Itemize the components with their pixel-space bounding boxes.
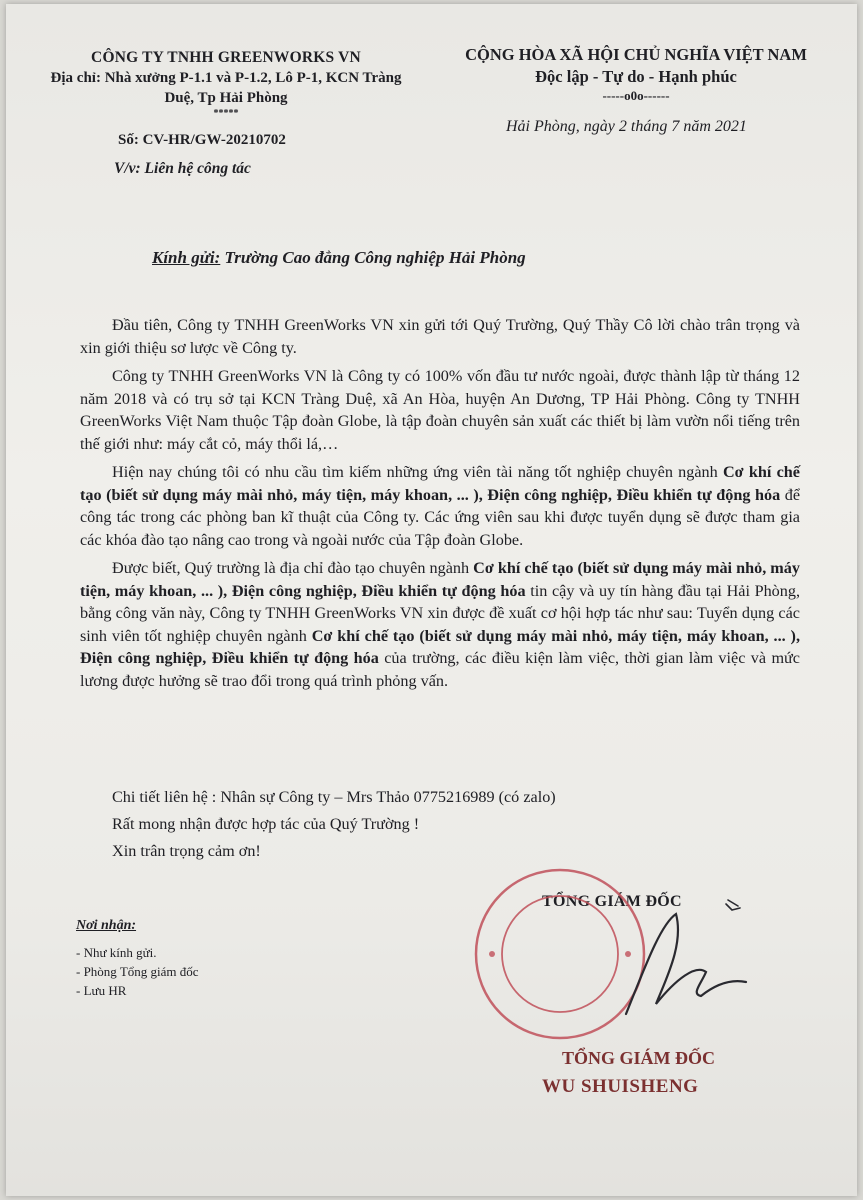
handwritten-signature [606, 884, 766, 1034]
salutation [152, 248, 526, 268]
p4-bold-fields-2: Cơ khí chế tạo (biết sử dụng máy mài nhỏ, máy tiện, máy khoan, ... ), Điện công nghiệp, Điều khiển tự động hóa [80, 626, 800, 667]
company-address-line1: Địa chỉ: Nhà xưởng P-1.1 và P-1.2, Lô P-1, KCN Tràng [50, 70, 402, 86]
recipients-title: Nơi nhận: [76, 918, 137, 933]
nation-title: CỘNG HÒA XÃ HỘI CHỦ NGHĨA VIỆT NAM [465, 45, 807, 64]
company-address-line2: Duệ, Tp Hải Phòng [164, 90, 288, 106]
letter-body [80, 314, 800, 698]
p4-text-e: của trường, các điều kiện làm việc, thời gian làm việc và mức lương được hưởng sẽ trao đổi trong quá trình phỏng vấn. [80, 649, 800, 690]
p4-bold-fields-1: Cơ khí chế tạo (biết sử dụng máy mài nhỏ, máy tiện, máy khoan, ... ), Điện công nghiệp, Điều khiển tự động hóa [80, 559, 800, 600]
company-name: CÔNG TY TNHH GREENWORKS VN [91, 49, 361, 66]
p4-text-c: tin cậy và uy tín hàng đầu tại Hải Phòng, bằng công văn này, Công ty TNHH GreenWorks VN xin được đề xuất cơ hội hợp tác như sau: Tuyển dụng các sinh viên tốt nghiệp chuyên ngành [80, 581, 801, 645]
letter-page [6, 4, 857, 1196]
header-stars: ***** [213, 108, 239, 119]
body-paragraph-3 [80, 461, 800, 551]
letter-subject: V/v: Liên hệ công tác [114, 160, 251, 177]
header-divider: -----o0o------ [602, 88, 670, 103]
salutation-label: Kính gửi: [152, 248, 221, 267]
national-motto: Độc lập - Tự do - Hạnh phúc [535, 67, 737, 86]
contact-line: Chi tiết liên hệ : Nhân sự Công ty – Mrs Thảo 0775216989 (có zalo) [112, 788, 556, 806]
signatory-title-top: TỔNG GIÁM ĐỐC [542, 893, 682, 910]
closing-lines [112, 784, 556, 865]
national-header [426, 44, 846, 104]
salutation-recipient: Trường Cao đẳng Công nghiệp Hải Phòng [224, 248, 526, 267]
thanks-line: Xin trân trọng cảm ơn! [112, 842, 261, 860]
recipient-item: - Như kính gửi. [76, 945, 157, 960]
p3-bold-fields: Cơ khí chế tạo (biết sử dụng máy mài nhỏ, máy tiện, máy khoan, ... ), Điện công nghiệp, Điều khiển tự động hóa [80, 463, 800, 504]
signatory-title: TỔNG GIÁM ĐỐC [562, 1048, 715, 1068]
body-paragraph-1: Đầu tiên, Công ty TNHH GreenWorks VN xin gửi tới Quý Trường, Quý Thầy Cô lời chào trân trọng và xin giới thiệu sơ lược về Công ty. [80, 316, 800, 357]
body-paragraph-2: Công ty TNHH GreenWorks VN là Công ty có 100% vốn đầu tư nước ngoài, được thành lập từ tháng 12 năm 2018 và có trụ sở tại KCN Tràng Duệ, xã An Hòa, huyện An Dương, TP Hải Phòng. Công ty TNHH GreenWorks Việt Nam thuộc Tập đoàn Globe, là tập đoàn chuyên sản xuất các thiết bị làm vườn nổi tiếng trên thế giới như: máy cắt cỏ, máy thổi lá,… [80, 367, 800, 453]
p3-text-c: để công tác trong các phòng ban kĩ thuật của Công ty. Các ứng viên sau khi được tuyển dụng sẽ được tham gia các khóa đào tạo nâng cao trong và ngoài nước của Tập đoàn Globe. [80, 485, 801, 549]
reference-number: Số: CV-HR/GW-20210702 [118, 132, 286, 148]
body-paragraph-4 [80, 557, 800, 692]
p3-text-a: Hiện nay chúng tôi có nhu cầu tìm kiếm những ứng viên tài năng tốt nghiệp chuyên ngành [112, 463, 723, 481]
recipients-block [76, 916, 199, 1000]
recipient-item: - Lưu HR [76, 983, 127, 998]
hope-line: Rất mong nhận được hợp tác của Quý Trường ! [112, 815, 420, 833]
recipient-item: - Phòng Tổng giám đốc [76, 964, 199, 979]
signatory-name: WU SHUISHENG [542, 1076, 699, 1097]
sender-header [6, 48, 446, 120]
p4-text-a: Được biết, Quý trường là địa chỉ đào tạo chuyên ngành [112, 559, 474, 577]
letter-date: Hải Phòng, ngày 2 tháng 7 năm 2021 [506, 118, 747, 135]
